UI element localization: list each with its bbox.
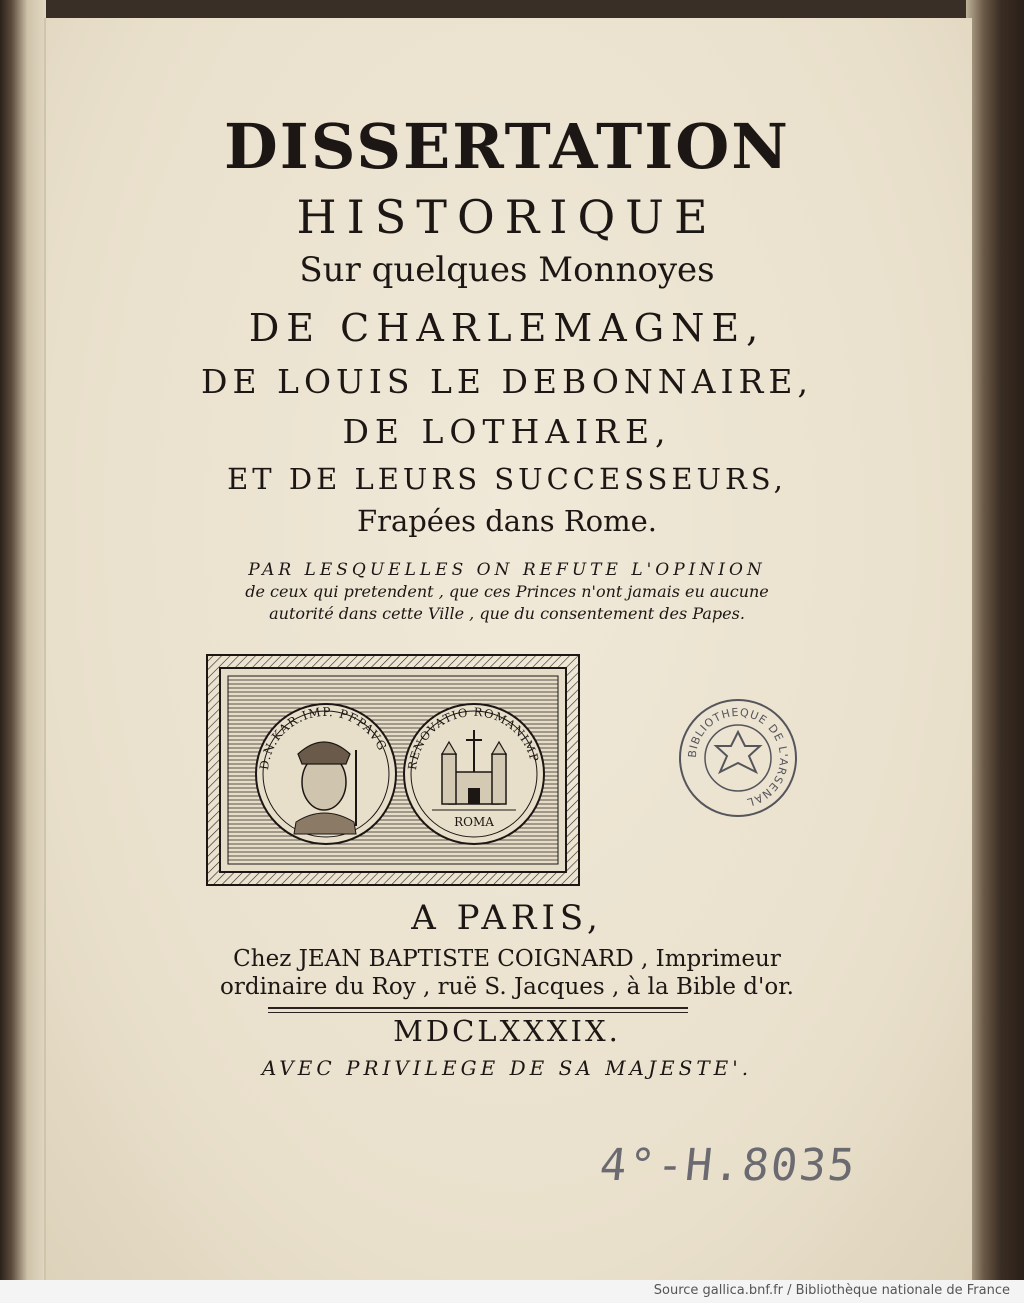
binding-edge xyxy=(966,0,1024,1280)
footer-bar xyxy=(0,1280,1024,1303)
coin-right-legend: RENOVATIO ROMANIMP xyxy=(405,704,542,771)
coin-right-exergue: ROMA xyxy=(454,815,494,829)
subtitle-line-2: de ceux qui pretendent , que ces Princes n'ont jamais eu aucune xyxy=(245,582,769,601)
imprint-date: MDCLXXXIX. xyxy=(393,1014,621,1048)
imprint-address: ordinaire du Roy , ruë S. Jacques , à la Bible d'or. xyxy=(220,974,794,1000)
svg-text:BIBLIOTHEQUE DE L'ARSENAL xyxy=(686,706,790,809)
coin-left-legend: D.N.KAR.IMP. PFPAVG xyxy=(257,704,390,771)
title-line-successeurs: ET DE LEURS SUCCESSEURS, xyxy=(227,462,787,496)
divider-rule xyxy=(268,1007,688,1009)
shelfmark: 4°-H.8035 xyxy=(597,1140,860,1191)
title-line-lothaire: DE LOTHAIRE, xyxy=(342,412,672,451)
title-line-dissertation: DISSERTATION xyxy=(224,110,790,183)
subtitle-line-1: PAR LESQUELLES ON REFUTE L'OPINION xyxy=(248,560,766,580)
left-page-edge xyxy=(0,0,46,1280)
imprint-city: A PARIS, xyxy=(411,898,603,938)
title-line-louis: DE LOUIS LE DEBONNAIRE, xyxy=(201,362,813,401)
stamp-legend: BIBLIOTHEQUE DE L'ARSENAL xyxy=(685,705,791,810)
star-icon xyxy=(716,732,760,772)
coin-engraving xyxy=(206,654,580,886)
library-stamp xyxy=(676,696,800,820)
title-line-charlemagne: DE CHARLEMAGNE, xyxy=(248,306,766,350)
imprint-privilege: AVEC PRIVILEGE DE SA MAJESTE'. xyxy=(261,1056,753,1080)
title-line-historique: HISTORIQUE xyxy=(296,190,718,244)
subtitle-line-3: autorité dans cette Ville , que du consentement des Papes. xyxy=(269,604,745,623)
imprint-printer: Chez JEAN BAPTISTE COIGNARD , Imprimeur xyxy=(233,946,781,972)
title-line-frapees: Frapées dans Rome. xyxy=(356,504,658,538)
source-credit: Source gallica.bnf.fr / Bibliothèque nationale de France xyxy=(653,1283,1010,1298)
title-line-monnoyes: Sur quelques Monnoyes xyxy=(299,250,715,290)
coin-left-icon xyxy=(256,704,396,844)
divider-rule-thin xyxy=(268,1012,688,1013)
